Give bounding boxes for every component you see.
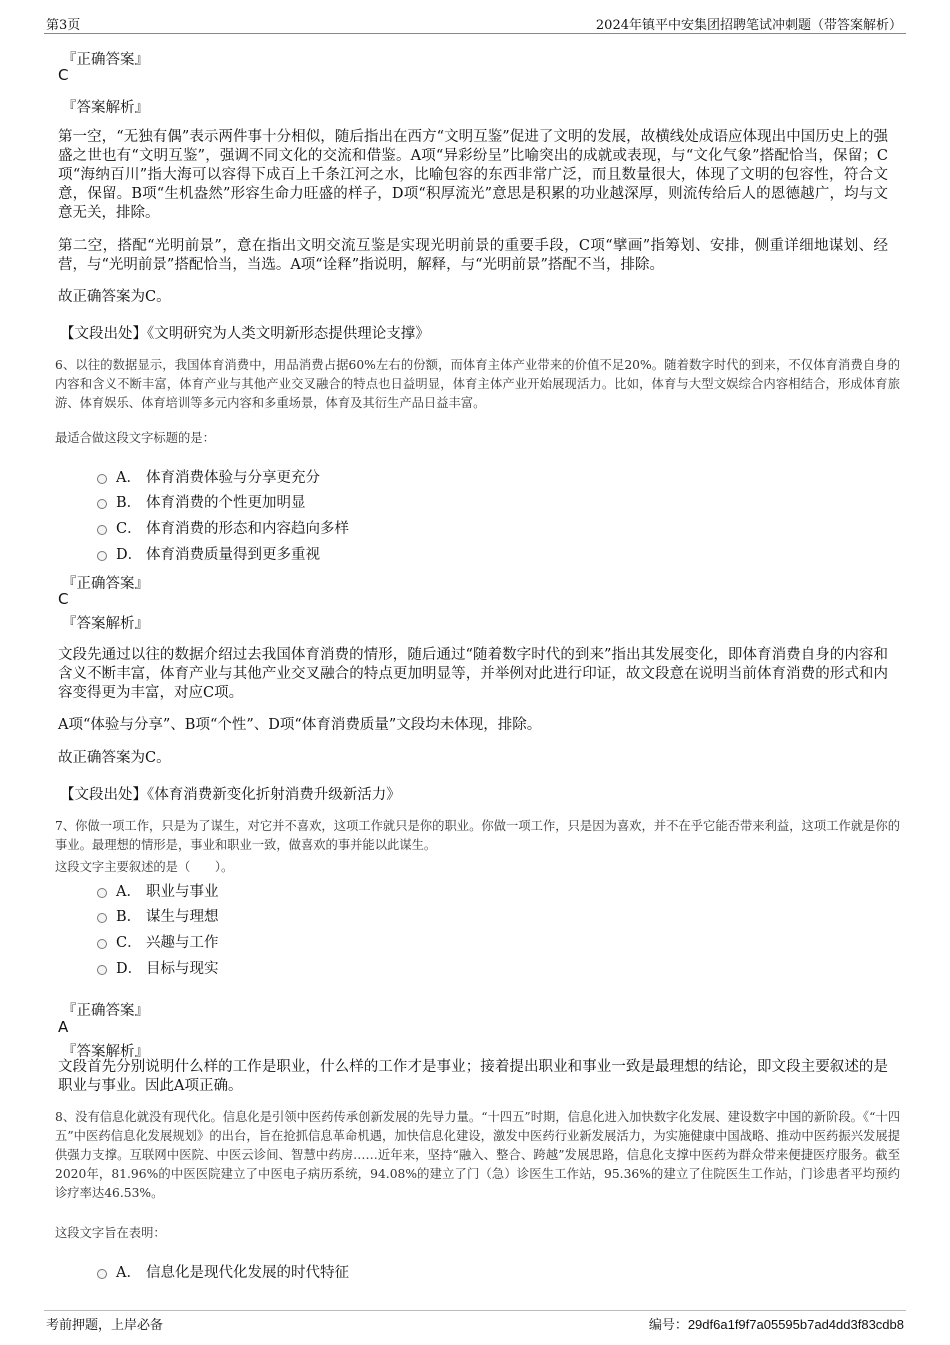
- radio-icon[interactable]: [97, 551, 107, 561]
- option-key: D．: [116, 961, 143, 977]
- q6-conclusion: 故正确答案为C。: [58, 750, 171, 766]
- option-key: A．: [116, 470, 141, 486]
- q6-stem: 最适合做这段文字标题的是：: [55, 431, 215, 445]
- option-text: 职业与事业: [146, 884, 219, 900]
- q6-analysis-paragraph-1: 文段先通过以往的数据介绍过去我国体育消费的情形，随后通过“随着数字时代的到来”指出其发展变化，即体育消费自身的内容和含义不断丰富，体育产业与其他产业交叉融合的特点更加明显等，并举例对此进行印证，故文段意在说明当前体育消费的形式和内容变得更为丰富，对应C项。: [58, 647, 888, 701]
- option-key: C．: [116, 521, 142, 537]
- option-text: 信息化是现代化发展的时代特征: [146, 1265, 349, 1281]
- radio-icon[interactable]: [97, 1269, 107, 1279]
- option-text: 目标与现实: [146, 961, 219, 977]
- q8-option-a[interactable]: [97, 1261, 349, 1282]
- option-text: 体育消费质量得到更多重视: [146, 547, 320, 563]
- radio-icon[interactable]: [97, 965, 107, 975]
- q6-analysis-paragraph-2: A项“体验与分享”、B项“个性”、D项“体育消费质量”文段均未体现，排除。: [58, 717, 542, 733]
- q6-correct-label: 『正确答案』: [62, 576, 149, 592]
- option-key: D．: [116, 547, 143, 563]
- q6-source: 【文段出处】《体育消费新变化折射消费升级新活力》: [60, 787, 401, 803]
- q6-passage: 6、以往的数据显示，我国体育消费中，用品消费占据60%左右的份额，而体育主体产业带来的价值不足20%。随着数字时代的到来，不仅体育消费自身的内容和含义不断丰富，体育产业与其他产业交叉融合的特点也日益明显，体育主体产业开始展现活力。比如，体育与大型文娱综合内容相结合，形成体育旅游、体育娱乐、体育培训等多元内容和多重场景，体育及其衍生产品日益丰富。: [55, 358, 900, 410]
- option-text: 体育消费的形态和内容趋向多样: [146, 521, 349, 537]
- option-text: 体育消费体验与分享更充分: [146, 470, 320, 486]
- q6-option-d[interactable]: [97, 543, 320, 564]
- code-value: 29df6a1f9f7a05595b7ad4dd3f83cdb8: [687, 1317, 904, 1332]
- option-key: A．: [116, 884, 141, 900]
- q7-stem: 这段文字主要叙述的是（ ）。: [55, 860, 234, 874]
- q6-option-c[interactable]: [97, 517, 349, 538]
- q7-analysis-paragraph: 文段首先分别说明什么样的工作是职业，什么样的工作才是事业；接着提出职业和事业一致是最理想的结论，即文段主要叙述的是职业与事业。因此A项正确。: [58, 1059, 888, 1094]
- q6-analysis-label: 『答案解析』: [62, 616, 149, 632]
- page-number: 第3页: [46, 18, 81, 33]
- q8-passage: 8、没有信息化就没有现代化。信息化是引领中医药传承创新发展的先导力量。“十四五”时期，信息化进入加快数字化发展、建设数字中国的新阶段。《“十四五”中医药信息化发展规划》的出台，旨在抢抓信息革命机遇，加快信息化建设，激发中医药行业新发展活力，为实施健康中国战略、推动中医药振兴发展提供强力支撑。互联网中医院、中医云诊间、智慧中药房……近年来，坚持“融入、整合、跨越”发展思路，信息化支撑中医药为群众带来便捷医疗服务。截至2020年，81.96%的中医医院建立了中医电子病历系统，94.08%的建立了门（急）诊医生工作站，95.36%的建立了住院医生工作站，门诊患者平均预约诊疗率达46.53%。: [55, 1110, 900, 1200]
- q7-correct-answer: A: [58, 1018, 69, 1036]
- q7-option-b[interactable]: [97, 905, 219, 926]
- page-header: [0, 0, 950, 34]
- option-text: 兴趣与工作: [146, 935, 219, 951]
- option-key: C．: [116, 935, 142, 951]
- option-key: B．: [116, 909, 142, 925]
- footer-slogan: 考前押题，上岸必备: [46, 1318, 164, 1333]
- document-code: [649, 1314, 904, 1333]
- footer-divider: [44, 1310, 906, 1311]
- q7-correct-label: 『正确答案』: [62, 1003, 149, 1019]
- radio-icon[interactable]: [97, 474, 107, 484]
- q6-option-b[interactable]: [97, 491, 306, 512]
- code-label: 编号：: [648, 1318, 688, 1333]
- q7-option-a[interactable]: [97, 880, 219, 901]
- radio-icon[interactable]: [97, 913, 107, 923]
- radio-icon[interactable]: [97, 499, 107, 509]
- option-key: A．: [116, 1265, 141, 1281]
- q5-correct-label: 『正确答案』: [62, 52, 149, 68]
- q7-option-d[interactable]: [97, 957, 219, 978]
- option-text: 谋生与理想: [146, 909, 219, 925]
- q5-conclusion: 故正确答案为C。: [58, 289, 171, 305]
- q5-analysis-paragraph-2: 第二空，搭配“光明前景”，意在指出文明交流互鉴是实现光明前景的重要手段，C项“擘画”指筹划、安排，侧重详细地谋划、经营，与“光明前景”搭配恰当，当选。A项“诠释”指说明，解释，与“光明前景”搭配不当，排除。: [58, 238, 888, 273]
- q8-stem: 这段文字旨在表明：: [55, 1226, 166, 1240]
- q5-source: 【文段出处】《文明研究为人类文明新形态提供理论支撑》: [60, 326, 430, 342]
- radio-icon[interactable]: [97, 525, 107, 535]
- q7-analysis-label: 『答案解析』: [62, 1044, 149, 1060]
- document-title: 2024年镇平中安集团招聘笔试冲刺题（带答案解析）: [595, 18, 902, 33]
- q7-option-c[interactable]: [97, 931, 219, 952]
- q6-option-a[interactable]: [97, 466, 320, 487]
- q5-analysis-paragraph-1: 第一空，“无独有偶”表示两件事十分相似，随后指出在西方“文明互鉴”促进了文明的发展，故横线处成语应体现出中国历史上的强盛之世也有“文明互鉴”，强调不同文化的交流和借鉴。A项“异彩纷呈”比喻突出的成就或表现，与“文化气象”搭配恰当，保留；C项“海纳百川”指大海可以容得下成百上千条江河之水，比喻包容的东西非常广泛，而且数量很大，体现了文明的包容性，符合文意，保留。B项“生机盎然”形容生命力旺盛的样子，D项“积厚流光”意思是积累的功业越深厚，则流传给后人的恩德越广，均与文意无关，排除。: [58, 129, 888, 221]
- option-key: B．: [116, 495, 142, 511]
- q5-correct-answer: C: [58, 66, 69, 84]
- header-divider: [44, 33, 906, 34]
- option-text: 体育消费的个性更加明显: [146, 495, 306, 511]
- radio-icon[interactable]: [97, 939, 107, 949]
- q7-passage: 7、你做一项工作，只是为了谋生，对它并不喜欢，这项工作就只是你的职业。你做一项工作，只是因为喜欢，并不在乎它能否带来利益，这项工作就是你的事业。最理想的情形是，事业和职业一致，做喜欢的事并能以此谋生。: [55, 819, 900, 852]
- radio-icon[interactable]: [97, 888, 107, 898]
- q6-correct-answer: C: [58, 590, 69, 608]
- q5-analysis-label: 『答案解析』: [62, 100, 149, 116]
